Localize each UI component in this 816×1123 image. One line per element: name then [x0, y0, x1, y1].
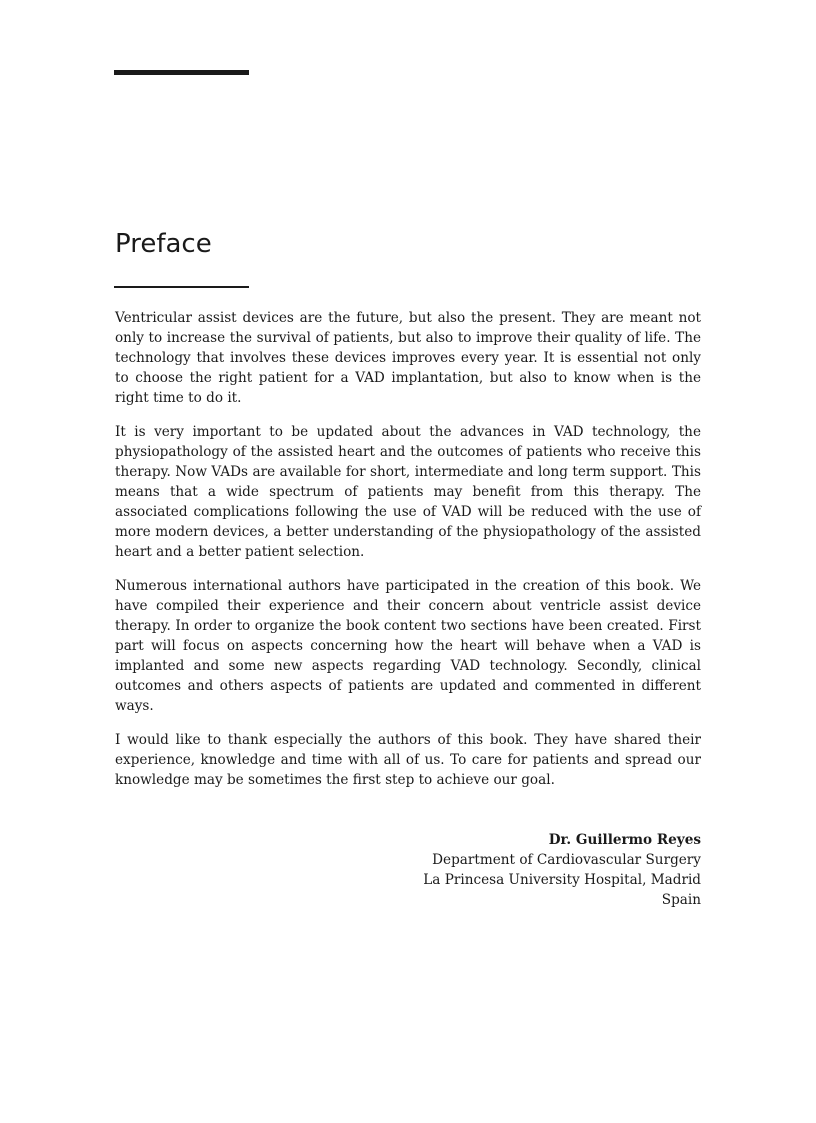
- preface-body: [115, 308, 701, 804]
- paragraph-1: Ventricular assist devices are the future, but also the present. They are meant not only to increase the survival of patients, but also to improve their quality of life. The technology that involves these devices improves every year. It is essential not only to choose the right patient for a VAD implantation, but also to know when is the right time to do it.: [115, 310, 701, 406]
- author-country: Spain: [661, 892, 701, 908]
- author-department: Department of Cardiovascular Surgery: [432, 852, 701, 868]
- author-name: Dr. Guillermo Reyes: [548, 832, 701, 848]
- page-title: Preface: [115, 229, 212, 259]
- top-decorative-rule: [114, 70, 249, 75]
- signature-block: [423, 830, 701, 910]
- paragraph-4: I would like to thank especially the authors of this book. They have shared their experience, knowledge and time with all of us. To care for patients and spread our knowledge may be sometimes the first step to achieve our goal.: [115, 732, 701, 788]
- title-underline-rule: [114, 286, 249, 288]
- author-hospital: La Princesa University Hospital, Madrid: [423, 872, 701, 888]
- paragraph-2: It is very important to be updated about the advances in VAD technology, the physiopathology of the assisted heart and the outcomes of patients who receive this therapy. Now VADs are available for short, intermediate and long term support. This means that a wide spectrum of patients may benefit from this therapy. The associated complications following the use of VAD will be reduced with the use of more modern devices, a better understanding of the physiopathology of the assisted heart and a better patient selection.: [115, 424, 701, 560]
- paragraph-3: Numerous international authors have participated in the creation of this book. We have compiled their experience and their concern about ventricle assist device therapy. In order to organize the book content two sections have been created. First part will focus on aspects concerning how the heart will behave when a VAD is implanted and some new aspects regarding VAD technology. Secondly, clinical outcomes and others aspects of patients are updated and commented in different ways.: [115, 578, 701, 714]
